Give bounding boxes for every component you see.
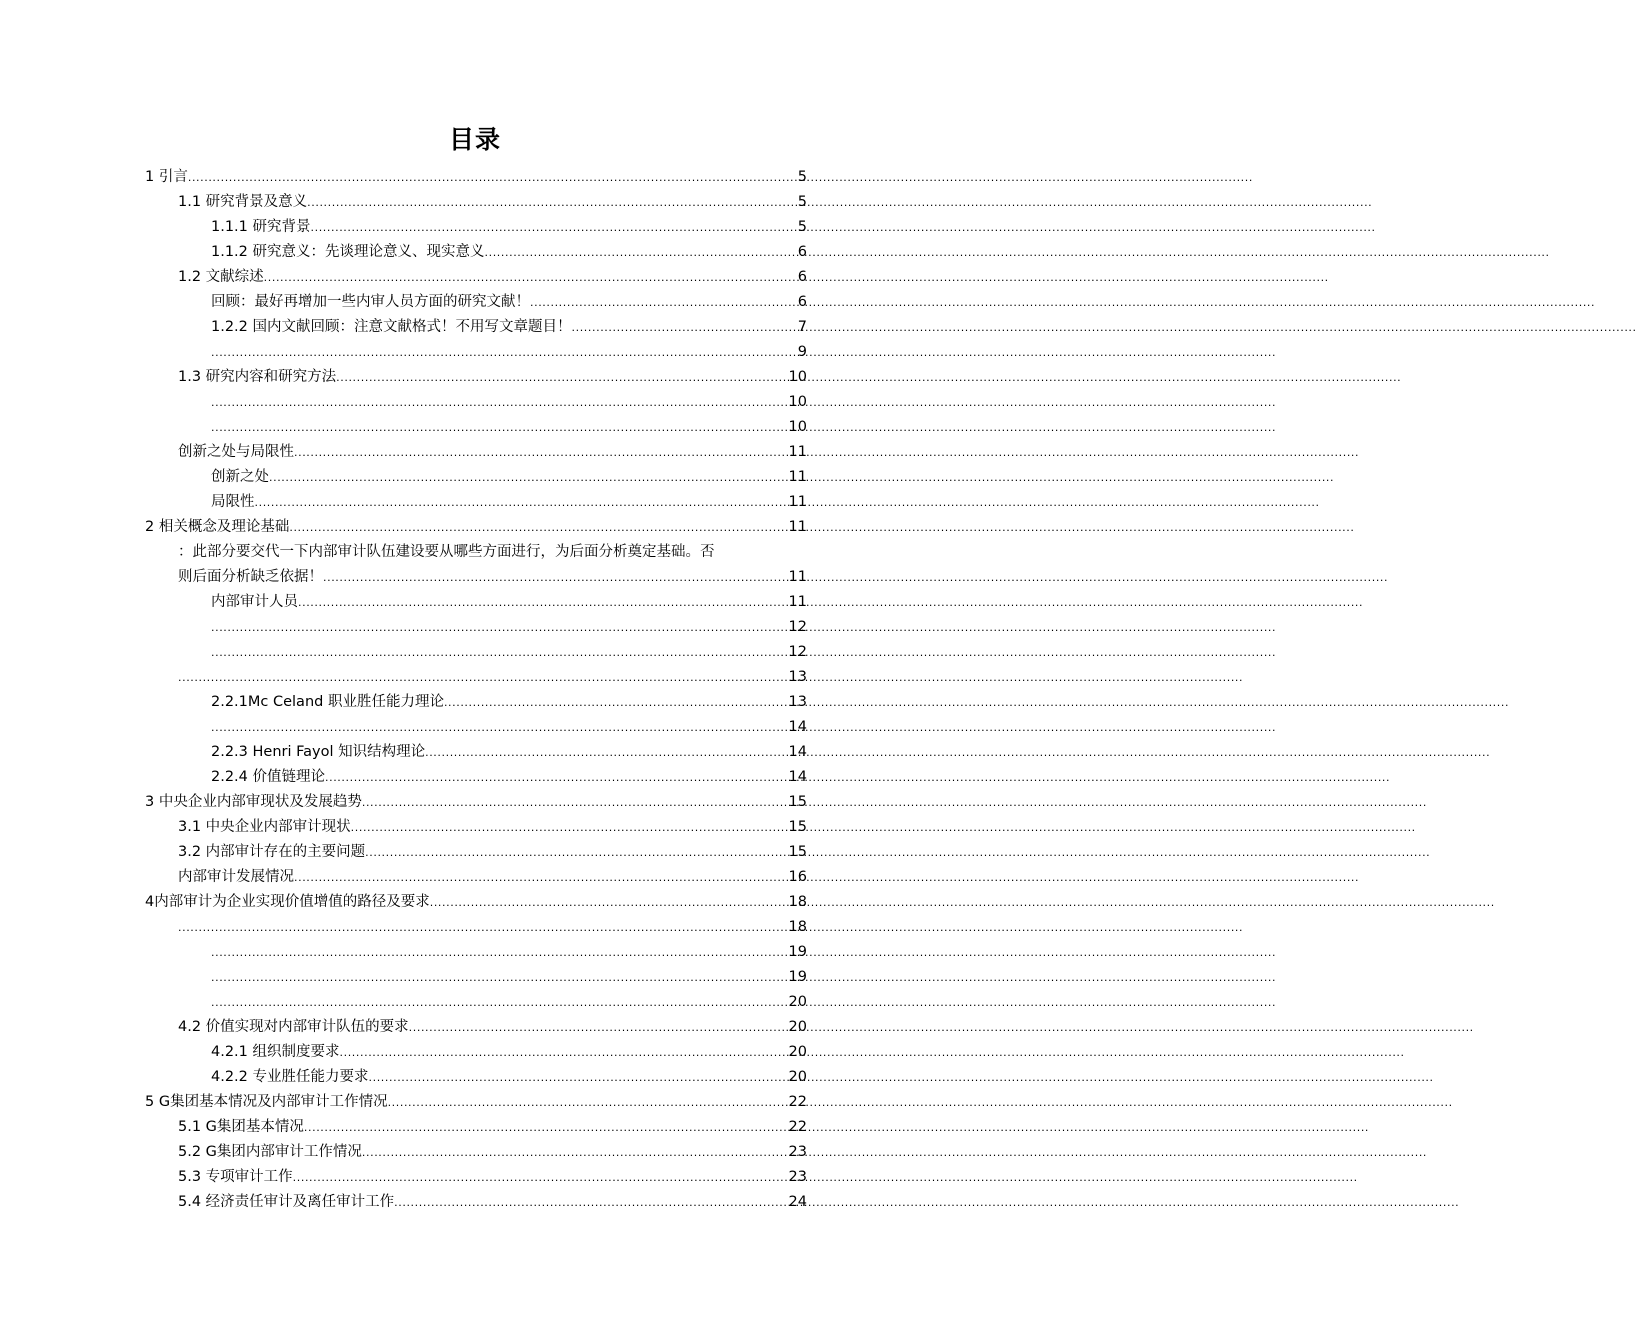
toc-page-number: 10 bbox=[788, 419, 807, 435]
toc-entry[interactable] bbox=[0, 915, 950, 940]
toc-entry-text: 内部审计人员 bbox=[211, 594, 298, 610]
toc-leader-dots bbox=[188, 165, 797, 190]
toc-leader-dots bbox=[211, 415, 788, 440]
toc-page-number: 11 bbox=[788, 519, 807, 535]
toc-entry[interactable] bbox=[0, 365, 950, 390]
toc-entry-text: 5.2 G集团内部审计工作情况 bbox=[178, 1144, 362, 1160]
toc-leader-dots bbox=[211, 990, 788, 1015]
toc-page-number: 23 bbox=[788, 1144, 807, 1160]
toc-entry[interactable] bbox=[0, 640, 950, 665]
toc-page-number: 19 bbox=[788, 944, 807, 960]
toc-entry-text: 局限性 bbox=[211, 494, 255, 510]
toc-entry[interactable] bbox=[0, 465, 950, 490]
toc-entry-row bbox=[178, 1190, 807, 1215]
toc-entry-text: 4.2.1 组织制度要求 bbox=[211, 1044, 340, 1060]
toc-entry[interactable] bbox=[0, 1090, 950, 1115]
toc-entry-row bbox=[178, 865, 807, 890]
toc-leader-dots bbox=[572, 315, 797, 340]
toc-leader-dots bbox=[307, 190, 797, 215]
toc-entry[interactable] bbox=[0, 290, 950, 315]
toc-page-number: 13 bbox=[788, 669, 807, 685]
toc-entry-row bbox=[211, 390, 807, 415]
toc-leader-dots bbox=[362, 790, 788, 815]
toc-page-number: 20 bbox=[788, 1069, 807, 1085]
toc-page-number: 11 bbox=[788, 594, 807, 610]
toc-page-number: 19 bbox=[788, 969, 807, 985]
toc-title: 目录 bbox=[448, 125, 501, 154]
toc-leader-dots bbox=[530, 290, 797, 315]
toc-leader-dots bbox=[485, 240, 797, 265]
toc-leader-dots bbox=[211, 640, 788, 665]
toc-entry-row bbox=[178, 1165, 807, 1190]
toc-entry[interactable] bbox=[0, 1115, 950, 1140]
toc-entry-text: 内部审计发展情况 bbox=[178, 869, 294, 885]
toc-entry-row bbox=[178, 565, 807, 590]
toc-page-number: 11 bbox=[788, 569, 807, 585]
toc-entry-row bbox=[211, 615, 807, 640]
toc-page-number: 14 bbox=[788, 719, 807, 735]
toc-page-number: 10 bbox=[788, 394, 807, 410]
toc-entry-row bbox=[211, 215, 807, 240]
toc-entry-row bbox=[211, 1040, 807, 1065]
toc-leader-dots bbox=[255, 490, 788, 515]
toc-entry[interactable] bbox=[0, 765, 950, 790]
toc-entry-text: 2.2.4 价值链理论 bbox=[211, 769, 326, 785]
toc-entry-text: 1.1.1 研究背景 bbox=[211, 219, 311, 235]
toc-page-number: 11 bbox=[788, 469, 807, 485]
toc-entry-text: 5 G集团基本情况及内部审计工作情况 bbox=[145, 1094, 388, 1110]
toc-entry[interactable] bbox=[0, 665, 950, 690]
toc-page-number: 14 bbox=[788, 744, 807, 760]
toc-entry-row bbox=[178, 440, 807, 465]
toc-page-number: 9 bbox=[797, 344, 807, 360]
toc-page-number: 16 bbox=[788, 869, 807, 885]
toc-page-number: 18 bbox=[788, 894, 807, 910]
toc-leader-dots bbox=[269, 465, 788, 490]
toc-entry-row bbox=[178, 540, 807, 565]
toc-entry[interactable] bbox=[0, 565, 950, 590]
toc-page-number: 6 bbox=[797, 244, 807, 260]
toc-page-number: 12 bbox=[788, 644, 807, 660]
toc-entry-row bbox=[211, 490, 807, 515]
toc-entry-row bbox=[178, 1115, 807, 1140]
toc-entry-row bbox=[178, 265, 807, 290]
toc-leader-dots bbox=[336, 365, 787, 390]
toc-entry[interactable] bbox=[0, 815, 950, 840]
toc-page-number: 15 bbox=[788, 844, 807, 860]
toc-leader-dots bbox=[444, 690, 788, 715]
toc-entry-row bbox=[211, 640, 807, 665]
toc-entry-text: 3 中央企业内部审现状及发展趋势 bbox=[145, 794, 362, 810]
toc-entry-row bbox=[178, 1015, 807, 1040]
toc-entry[interactable] bbox=[0, 1015, 950, 1040]
toc-entry[interactable] bbox=[0, 415, 950, 440]
toc-page-number: 22 bbox=[788, 1094, 807, 1110]
toc-leader-dots bbox=[211, 965, 788, 990]
toc-entry[interactable] bbox=[0, 540, 950, 565]
toc-leader-dots bbox=[304, 1115, 788, 1140]
toc-entry[interactable] bbox=[0, 965, 950, 990]
toc-page-number: 15 bbox=[788, 794, 807, 810]
toc-entry-row bbox=[211, 690, 807, 715]
toc-entry[interactable] bbox=[0, 515, 950, 540]
toc-entry-row bbox=[211, 990, 807, 1015]
toc-leader-dots bbox=[351, 815, 788, 840]
toc-entry[interactable] bbox=[0, 340, 950, 365]
toc-entry-row bbox=[211, 290, 807, 315]
toc-leader-dots bbox=[211, 715, 788, 740]
toc-entry[interactable] bbox=[0, 240, 950, 265]
toc-entry-text: 回顾：最好再增加一些内审人员方面的研究文献！ bbox=[211, 294, 530, 310]
toc-entry[interactable] bbox=[0, 615, 950, 640]
toc-entry-row bbox=[211, 965, 807, 990]
toc-entry-row bbox=[211, 765, 807, 790]
toc-entry[interactable] bbox=[0, 940, 950, 965]
toc-entry-row bbox=[211, 1065, 807, 1090]
toc-entry-row bbox=[211, 240, 807, 265]
toc-entry-text: ：此部分要交代一下内部审计队伍建设要从哪些方面进行，为后面分析奠定基础。否 bbox=[178, 544, 715, 560]
toc-page-number: 20 bbox=[788, 1044, 807, 1060]
toc-page-number: 5 bbox=[797, 169, 807, 185]
toc-leader-dots bbox=[409, 1015, 788, 1040]
toc-entry-row bbox=[211, 465, 807, 490]
toc-leader-dots bbox=[289, 515, 787, 540]
toc-leader-dots bbox=[311, 215, 797, 240]
toc-page-number: 14 bbox=[788, 769, 807, 785]
toc-entry[interactable] bbox=[0, 1040, 950, 1065]
toc-page-number: 11 bbox=[788, 444, 807, 460]
toc-leader-dots bbox=[388, 1090, 788, 1115]
toc-entry-text: 2.2.3 Henri Fayol 知识结构理论 bbox=[211, 744, 426, 760]
toc-leader-dots bbox=[211, 390, 788, 415]
toc-entry[interactable] bbox=[0, 1165, 950, 1190]
toc-leader-dots bbox=[369, 1065, 788, 1090]
toc-leader-dots bbox=[430, 890, 788, 915]
toc-entry-text: 4内部审计为企业实现价值增值的路径及要求 bbox=[145, 894, 430, 910]
toc-entry-row bbox=[178, 665, 807, 690]
toc-page-number: 23 bbox=[788, 1169, 807, 1185]
toc-entry[interactable] bbox=[0, 165, 950, 190]
toc-leader-dots bbox=[365, 840, 787, 865]
toc-page-number: 6 bbox=[797, 269, 807, 285]
toc-entry[interactable] bbox=[0, 440, 950, 465]
toc-entry[interactable] bbox=[0, 1140, 950, 1165]
toc-leader-dots bbox=[211, 615, 788, 640]
toc-leader-dots bbox=[293, 1165, 788, 1190]
toc-entry[interactable] bbox=[0, 715, 950, 740]
toc-entry-text: 2 相关概念及理论基础 bbox=[145, 519, 290, 535]
toc-entry[interactable] bbox=[0, 1065, 950, 1090]
toc-entry-text: 2.2.1Mc Celand 职业胜任能力理论 bbox=[211, 694, 444, 710]
toc-entry-row bbox=[211, 340, 807, 365]
toc-entry-text: 1.1 研究背景及意义 bbox=[178, 194, 308, 210]
toc-entry[interactable] bbox=[0, 390, 950, 415]
toc-entry-row bbox=[145, 1090, 807, 1115]
toc-entry-text: 创新之处 bbox=[211, 469, 269, 485]
toc-entry[interactable] bbox=[0, 490, 950, 515]
toc-entry-row bbox=[178, 1140, 807, 1165]
toc-entry-text: 5.1 G集团基本情况 bbox=[178, 1119, 304, 1135]
toc-entry-row bbox=[211, 740, 807, 765]
toc-entry-row bbox=[145, 790, 807, 815]
toc-page-number: 10 bbox=[788, 369, 807, 385]
toc-entry-text: 3.2 内部审计存在的主要问题 bbox=[178, 844, 366, 860]
toc-entry-row bbox=[178, 190, 807, 215]
toc-entry-row bbox=[178, 840, 807, 865]
toc-leader-dots bbox=[340, 1040, 788, 1065]
toc-leader-dots bbox=[362, 1140, 788, 1165]
toc-entry-row bbox=[211, 590, 807, 615]
toc-entry[interactable] bbox=[0, 590, 950, 615]
toc-entry-text: 1.2 文献综述 bbox=[178, 269, 264, 285]
toc-entry-text: 1 引言 bbox=[145, 169, 188, 185]
toc-page-number: 15 bbox=[788, 819, 807, 835]
toc-leader-dots bbox=[325, 765, 788, 790]
toc-page-number: 12 bbox=[788, 619, 807, 635]
toc-entry-row bbox=[145, 515, 807, 540]
toc-entry-text: 4.2.2 专业胜任能力要求 bbox=[211, 1069, 369, 1085]
toc-entry-text: 5.4 经济责任审计及离任审计工作 bbox=[178, 1194, 395, 1210]
toc-entry-text: 创新之处与局限性 bbox=[178, 444, 294, 460]
toc-leader-dots bbox=[178, 665, 788, 690]
toc-entry-row bbox=[178, 915, 807, 940]
toc-entry-text: 1.3 研究内容和研究方法 bbox=[178, 369, 337, 385]
toc-entry[interactable] bbox=[0, 990, 950, 1015]
toc-entry-row bbox=[178, 365, 807, 390]
toc-entry[interactable] bbox=[0, 790, 950, 815]
toc-entry-text: 4.2 价值实现对内部审计队伍的要求 bbox=[178, 1019, 409, 1035]
toc-entry[interactable] bbox=[0, 315, 950, 340]
toc-entry[interactable] bbox=[0, 265, 950, 290]
toc-entry-row bbox=[211, 940, 807, 965]
toc-page-number: 24 bbox=[788, 1194, 807, 1210]
toc-entry-row bbox=[145, 890, 807, 915]
toc-page-number: 11 bbox=[788, 494, 807, 510]
toc-page-number: 5 bbox=[797, 219, 807, 235]
toc-leader-dots bbox=[211, 940, 788, 965]
toc-entry[interactable] bbox=[0, 840, 950, 865]
toc-entry-row bbox=[211, 715, 807, 740]
toc-entry[interactable] bbox=[0, 690, 950, 715]
toc-entry[interactable] bbox=[0, 190, 950, 215]
toc-leader-dots bbox=[178, 915, 788, 940]
toc-leader-dots bbox=[294, 440, 788, 465]
toc-entry-row bbox=[178, 815, 807, 840]
toc-entry-row bbox=[145, 165, 807, 190]
toc-page-number: 20 bbox=[788, 1019, 807, 1035]
toc-entry[interactable] bbox=[0, 865, 950, 890]
toc-entry[interactable] bbox=[0, 740, 950, 765]
toc-leader-dots bbox=[394, 1190, 787, 1215]
toc-entry-text: 1.1.2 研究意义：先谈理论意义、现实意义 bbox=[211, 244, 485, 260]
toc-page-number: 18 bbox=[788, 919, 807, 935]
toc-list bbox=[0, 165, 950, 1215]
toc-page-number: 13 bbox=[788, 694, 807, 710]
toc-page-number: 22 bbox=[788, 1119, 807, 1135]
toc-page-number: 7 bbox=[797, 319, 807, 335]
toc-leader-dots bbox=[211, 340, 797, 365]
toc-page-number: 20 bbox=[788, 994, 807, 1010]
toc-page-number: 6 bbox=[797, 294, 807, 310]
toc-leader-dots bbox=[294, 865, 788, 890]
toc-entry-text: 5.3 专项审计工作 bbox=[178, 1169, 293, 1185]
toc-page-number: 5 bbox=[797, 194, 807, 210]
toc-leader-dots bbox=[425, 740, 787, 765]
toc-entry-text: 则后面分析缺乏依据！ bbox=[178, 569, 323, 585]
toc-entry[interactable] bbox=[0, 1190, 950, 1215]
toc-leader-dots bbox=[264, 265, 797, 290]
toc-leader-dots bbox=[298, 590, 788, 615]
toc-leader-dots bbox=[323, 565, 788, 590]
toc-entry-row bbox=[211, 415, 807, 440]
toc-entry-text: 1.2.2 国内文献回顾：注意文献格式！不用写文章题目！ bbox=[211, 319, 572, 335]
toc-entry-text: 3.1 中央企业内部审计现状 bbox=[178, 819, 351, 835]
toc-entry-row bbox=[211, 315, 807, 340]
toc-entry[interactable] bbox=[0, 890, 950, 915]
toc-entry[interactable] bbox=[0, 215, 950, 240]
